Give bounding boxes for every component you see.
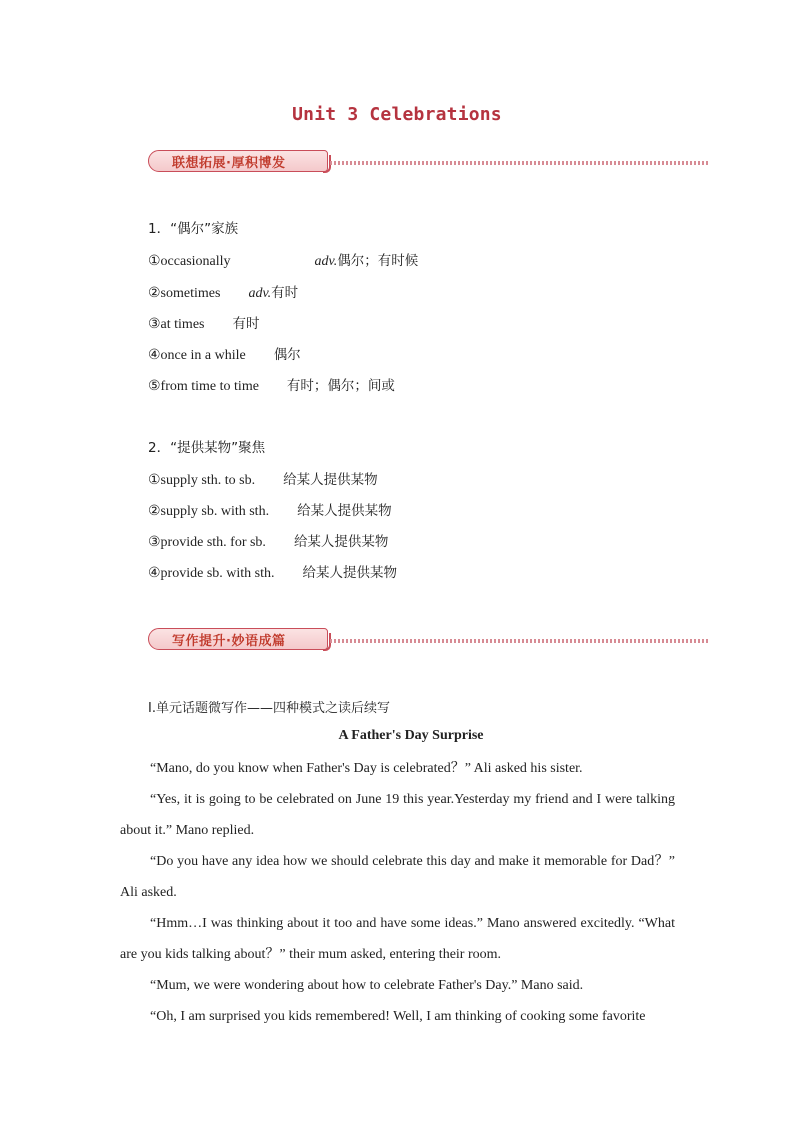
paragraph-text: “Mum, we were wondering about how to celebrate Father's Day.” Mano said. [150, 978, 584, 993]
paragraph-text: “Do you have any idea how we should celebrate this day and make it memorable for Dad？” Ali asked. [120, 854, 675, 900]
list-item [148, 374, 395, 395]
banner-dotted-line [330, 161, 708, 165]
list-item [148, 468, 378, 489]
list-item [148, 312, 260, 333]
phrase-zh: 有时 [232, 316, 260, 332]
paragraph-text: “Oh, I am surprised you kids remembered! Well, I am thinking of cooking some favorite [150, 1009, 646, 1024]
page-title: Unit 3 Celebrations [292, 104, 502, 125]
paragraph-text: “Hmm…I was thinking about it too and have some ideas.” Mano answered excitedly. “What are you kids talking about？” their mum asked, entering their room. [120, 916, 675, 962]
phrase-zh: 偶尔；有时候 [337, 253, 419, 269]
list-item [148, 499, 392, 520]
section-banner-association [148, 150, 708, 176]
phrase-zh: 有时；偶尔；间或 [286, 378, 395, 394]
phrase-zh: 给某人提供某物 [283, 472, 378, 488]
phrase-en: ④provide sb. with sth. [148, 566, 275, 581]
list-item [148, 249, 418, 270]
phrase-zh: 有时 [271, 285, 299, 301]
paragraph-text: “Yes, it is going to be celebrated on June 19 this year.Yesterday my friend and I were talking about it.” Mano replied. [120, 792, 675, 838]
list1-heading: 1．“偶尔”家族 [148, 221, 239, 237]
list2-heading: 2．“提供某物”聚焦 [148, 440, 266, 456]
list-item [148, 561, 397, 582]
list-item [148, 530, 388, 551]
phrase-en: ⑤from time to time [148, 379, 259, 394]
phrase-zh: 给某人提供某物 [302, 565, 397, 581]
paragraph-text: “Mano, do you know when Father's Day is celebrated？” Ali asked his sister. [150, 761, 583, 776]
part-of-speech: adv. [248, 286, 272, 301]
phrase-en: ③provide sth. for sb. [148, 535, 266, 550]
writing-heading: Ⅰ.单元话题微写作——四种模式之读后续写 [148, 701, 390, 716]
phrase-en: ③at times [148, 317, 205, 332]
banner-label: 联想拓展·厚积博发 [172, 156, 286, 171]
banner-label: 写作提升·妙语成篇 [172, 634, 286, 649]
part-of-speech: adv. [314, 254, 338, 269]
list-item [148, 343, 301, 364]
story-paragraph [120, 846, 675, 908]
story-title: A Father's Day Surprise [338, 728, 484, 743]
section-banner-writing [148, 628, 708, 654]
phrase-zh: 给某人提供某物 [293, 534, 389, 550]
story-paragraph [120, 753, 675, 784]
phrase-en: ①supply sth. to sb. [148, 473, 256, 488]
banner-dotted-line [330, 639, 708, 643]
phrase-en: ②sometimes [148, 286, 221, 301]
story-paragraph [120, 908, 675, 970]
phrase-en: ②supply sb. with sth. [148, 504, 270, 519]
phrase-zh: 偶尔 [273, 347, 301, 363]
story-paragraph [120, 970, 675, 1001]
list-item [148, 281, 298, 302]
phrase-en: ④once in a while [148, 348, 246, 363]
phrase-zh: 给某人提供某物 [297, 503, 392, 519]
phrase-en: ①occasionally [148, 254, 231, 269]
story-paragraph [120, 784, 675, 846]
story-paragraph [120, 1001, 675, 1032]
